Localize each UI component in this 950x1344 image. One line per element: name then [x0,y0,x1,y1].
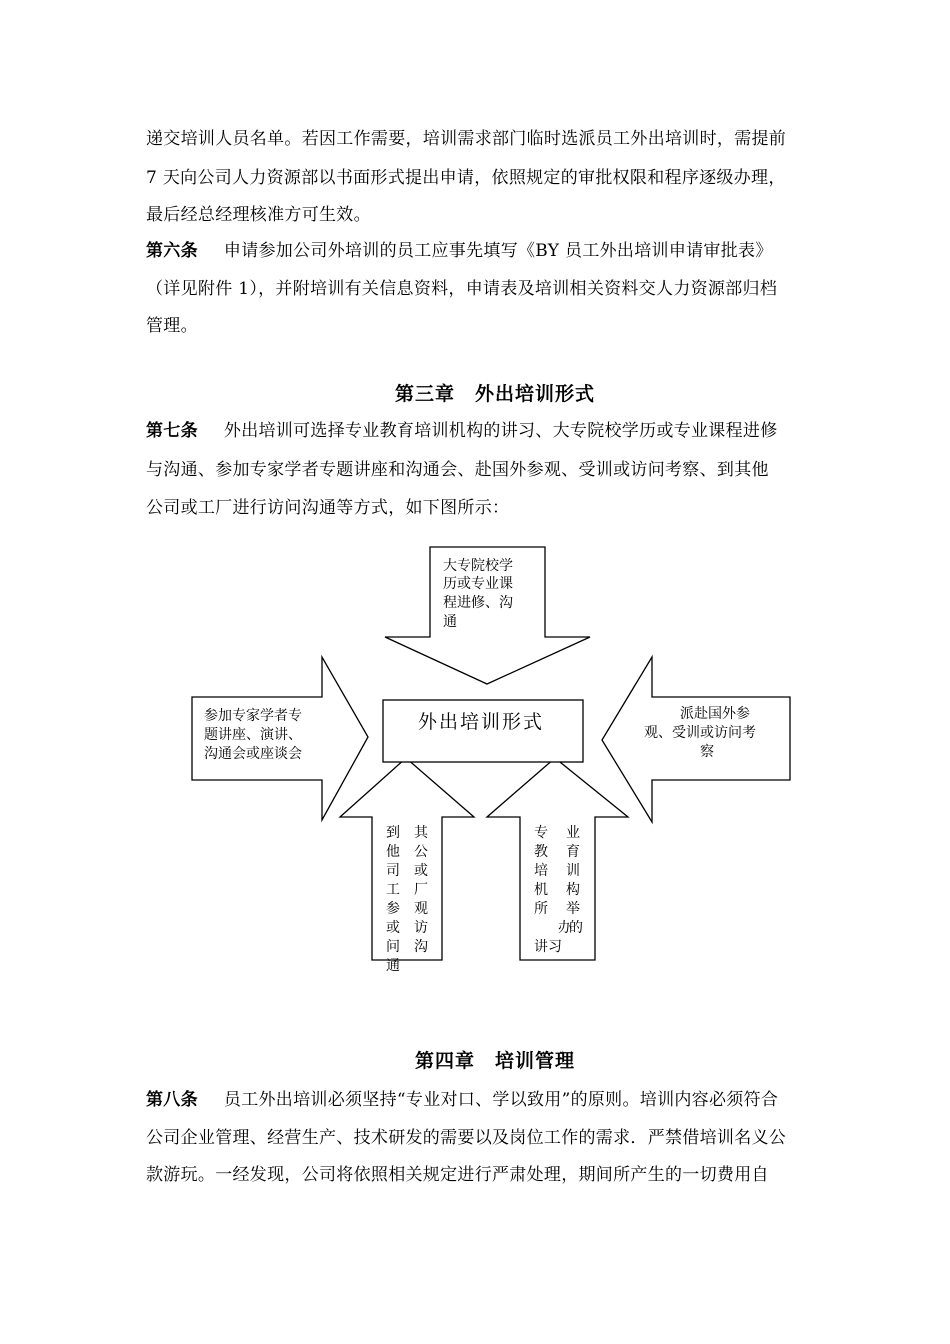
bl-col2-char: 其 [414,825,428,841]
bl-col1-char: 他 [386,844,400,860]
br-col1-char: 机 [534,882,548,898]
bl-col2-char: 访 [414,920,428,936]
br-col1-char: 所 [534,901,548,917]
article-label: 第六条 [146,241,198,261]
br-col1-char: 培 [534,863,548,879]
br-col2-char: 业 [566,825,580,841]
article-8-line [146,1085,778,1110]
br-bottom-char: 办 [558,920,572,936]
bl-col2-char: 厂 [414,882,428,898]
paragraph-line: 公司企业管理、经营生产、技术研发的需要以及岗位工作的需求．严禁借培训名义公 [146,1128,787,1148]
br-col2-char: 构 [566,882,580,898]
bl-col2-char: 公 [414,844,428,860]
paragraph-line: 管理。 [146,316,198,336]
article-text: 申请参加公司外培训的员工应事先填写《BY 员工外出培训申请审批表》 [223,241,773,261]
article-text: 外出培训可选择专业教育培训机构的讲习、大专院校学历或专业课程进修 [223,421,778,441]
bl-col1-char: 通 [386,958,400,974]
br-col1-char: 专 [534,825,548,841]
paragraph-line: 递交培训人员名单。若因工作需要，培训需求部门临时选派员工外出培训时，需提前 [146,129,787,149]
paragraph-line: 7 天向公司人力资源部以书面形式提出申请，依照规定的审批权限和程序逐级办理， [146,168,786,188]
top-arrow-text: 大专院校学 [443,558,513,574]
br-col2-char: 举 [566,901,580,917]
bottom-left-arrow [340,758,474,960]
br-bottom-char: 讲习 [534,939,562,955]
right-arrow-text: 派赴国外参 [680,706,750,722]
paragraph-line: （详见附件 1），并附培训有关信息资料，申请表及培训相关资料交人力资源部归档 [146,279,778,299]
left-arrow-text: 参加专家学者专 [204,708,302,724]
br-col2-char: 训 [566,863,580,879]
paragraph-line: 款游玩。一经发现，公司将依照相关规定进行严肃处理，期间所产生的一切费用自 [146,1165,769,1185]
paragraph-line: 最后经总经理核准方可生效。 [146,205,371,225]
center-label: 外出培训形式 [418,711,545,733]
bl-col1-char: 工 [386,882,400,898]
left-arrow-text: 题讲座、演讲、 [204,727,302,743]
bl-col1-char: 到 [386,825,400,841]
bl-col2-char: 观 [414,901,428,917]
chapter-heading: 第三章 外出培训形式 [394,383,595,405]
br-col2-char: 育 [566,844,580,860]
bl-col2-char: 沟 [414,939,428,955]
bl-col2-char: 或 [414,863,428,879]
bl-col1-char: 参 [386,901,400,917]
bl-col1-char: 司 [386,863,400,879]
bl-col1-char: 问 [386,939,400,955]
chapter-heading: 第四章 培训管理 [414,1050,575,1072]
right-arrow-text: 察 [700,744,714,760]
paragraph-line: 与沟通、参加专家学者专题讲座和沟通会、赴国外参观、受训或访问考察、到其他 [146,460,769,480]
top-arrow-text: 历或专业课 [443,576,513,592]
article-text: 员工外出培训必须坚持“专业对口、学以致用”的原则。培训内容必须符合 [223,1090,779,1110]
right-arrow-text: 观、受训或访问考 [644,725,756,741]
bl-col1-char: 或 [386,920,400,936]
left-arrow-text: 沟通会或座谈会 [204,746,302,762]
br-bottom-char: 的 [569,920,583,936]
paragraph-line: 公司或工厂进行访问沟通等方式，如下图所示： [146,498,510,518]
top-arrow-text: 程进修、沟 [443,595,513,611]
top-arrow-text: 通 [443,614,457,630]
article-label: 第八条 [146,1090,198,1110]
article-label: 第七条 [146,421,198,441]
br-col1-char: 教 [534,844,548,860]
